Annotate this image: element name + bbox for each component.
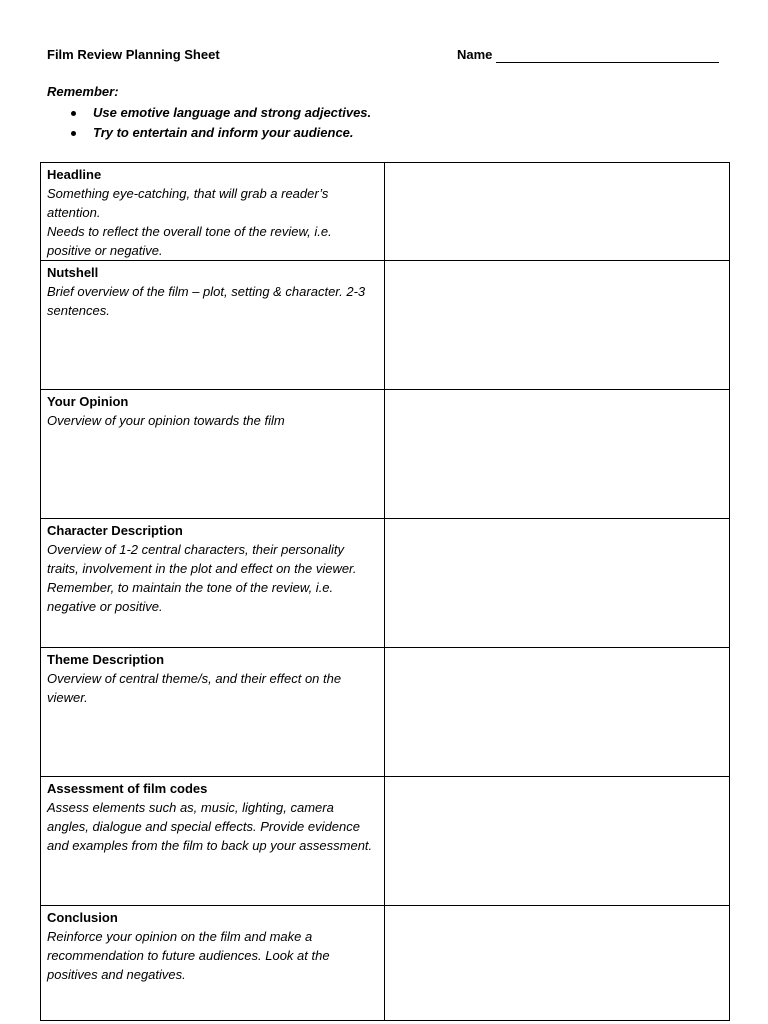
answer-cell-your-opinion[interactable]: [385, 390, 730, 519]
section-heading: Headline: [47, 167, 102, 182]
answer-cell-theme-description[interactable]: [385, 648, 730, 777]
section-description: Reinforce your opinion on the film and make a recommendation to future audiences. Look at the positives and negatives.: [47, 929, 330, 982]
remember-item-text: Use emotive language and strong adjectives.: [93, 105, 372, 120]
prompt-cell-headline: [41, 163, 385, 261]
prompt-cell-your-opinion: [41, 390, 385, 519]
bullet-icon: [71, 111, 76, 116]
table-row: [41, 519, 730, 648]
remember-item: [47, 124, 371, 144]
name-field-line[interactable]: [496, 62, 719, 63]
section-description: Overview of 1-2 central characters, their personality traits, involvement in the plot and effect on the viewer. Remember, to maintain the tone of the review, i.e. negative or positive.: [47, 542, 357, 614]
section-heading: Your Opinion: [47, 394, 129, 409]
table-row: [41, 648, 730, 777]
section-description: Overview of your opinion towards the film: [47, 413, 285, 428]
answer-cell-nutshell[interactable]: [385, 261, 730, 390]
section-description: Overview of central theme/s, and their effect on the viewer.: [47, 671, 342, 705]
answer-cell-headline[interactable]: [385, 163, 730, 261]
bullet-icon: [71, 131, 76, 136]
section-heading: Theme Description: [47, 652, 165, 667]
remember-list: [47, 104, 371, 144]
answer-cell-film-codes[interactable]: [385, 777, 730, 906]
answer-cell-conclusion[interactable]: [385, 906, 730, 1021]
prompt-cell-theme-description: [41, 648, 385, 777]
remember-item-text: Try to entertain and inform your audience.: [93, 125, 354, 140]
table-row: [41, 390, 730, 519]
prompt-cell-nutshell: [41, 261, 385, 390]
section-heading: Assessment of film codes: [47, 781, 208, 796]
section-heading: Character Description: [47, 523, 183, 538]
remember-heading: Remember:: [47, 84, 119, 99]
table-row: [41, 163, 730, 261]
section-heading: Nutshell: [47, 265, 99, 280]
table-row: [41, 906, 730, 1021]
prompt-cell-film-codes: [41, 777, 385, 906]
planning-table: [40, 162, 730, 1021]
section-description: Brief overview of the film – plot, setting & character. 2-3 sentences.: [47, 284, 366, 318]
section-description: Something eye-catching, that will grab a reader’s attention. Needs to reflect the overall tone of the review, i.e. positive or negative.: [47, 186, 332, 258]
table-row: [41, 261, 730, 390]
answer-cell-character-description[interactable]: [385, 519, 730, 648]
table-row: [41, 777, 730, 906]
remember-item: [47, 104, 371, 124]
prompt-cell-conclusion: [41, 906, 385, 1021]
section-heading: Conclusion: [47, 910, 118, 925]
page-title: Film Review Planning Sheet: [47, 47, 220, 62]
name-label: Name: [457, 47, 493, 62]
section-description: Assess elements such as, music, lighting, camera angles, dialogue and special effects. Provide evidence and examples from the film to back up your assessment.: [47, 800, 373, 853]
prompt-cell-character-description: [41, 519, 385, 648]
